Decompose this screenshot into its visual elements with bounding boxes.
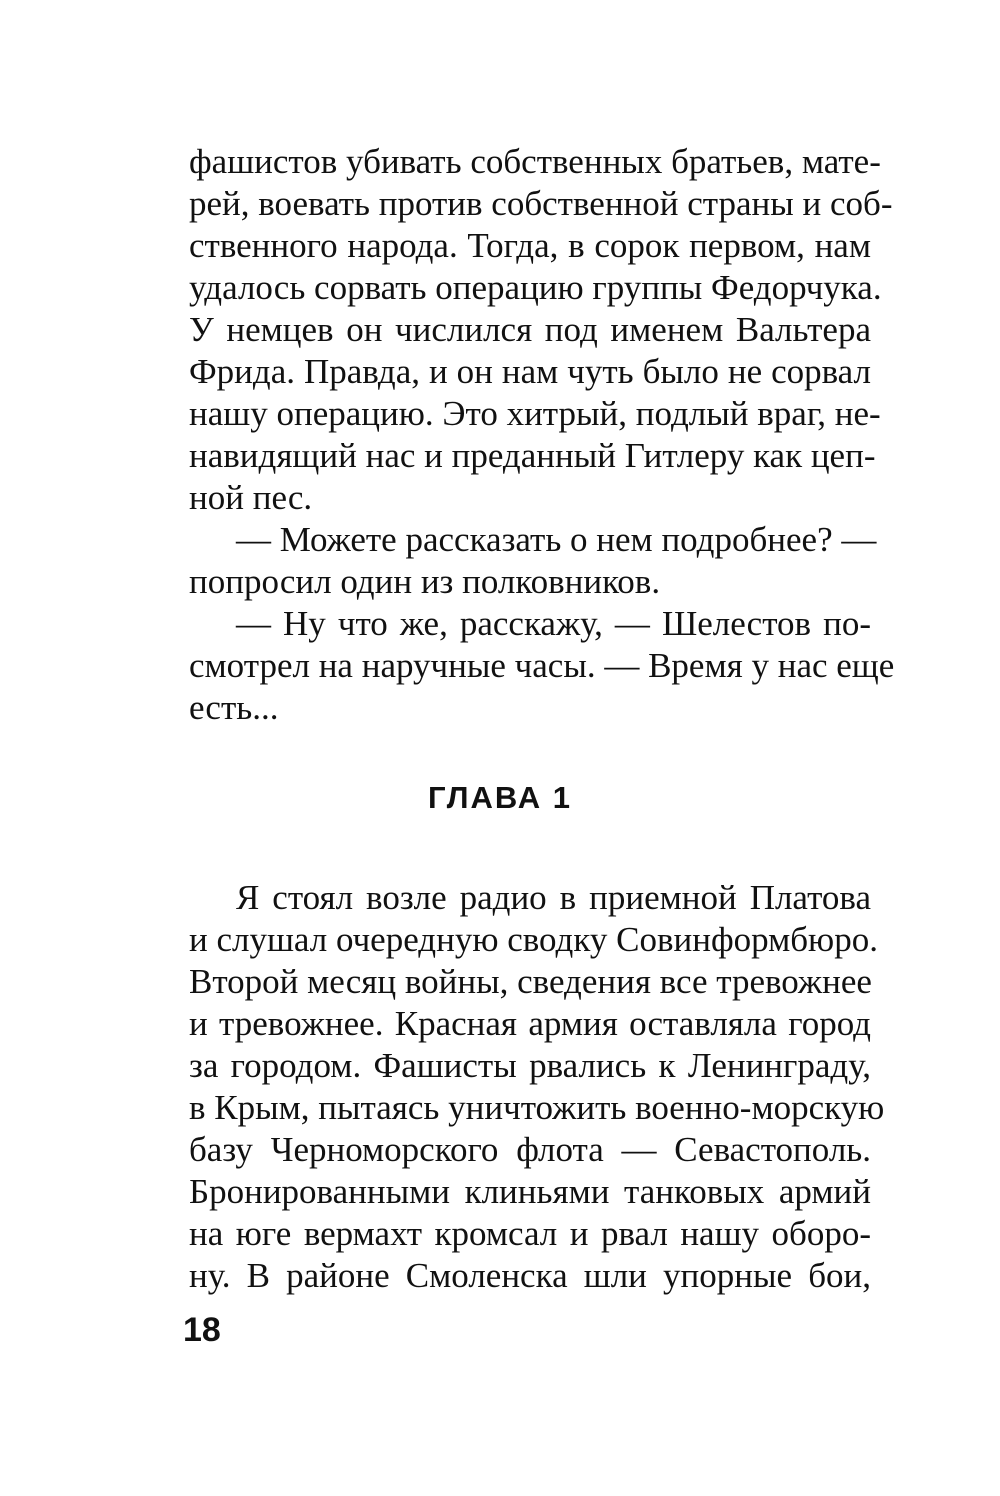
text-line: на юге вермахт кромсал и рвал нашу оборо- (189, 1214, 871, 1253)
text-line: смотрел на наручные часы. — Время у нас еще (189, 646, 895, 685)
text-line: ственного народа. Тогда, в сорок первом, нам (189, 226, 871, 265)
text-line: рей, воевать против собственной страны и соб- (189, 184, 893, 223)
text-line: Фрида. Правда, и он нам чуть было не сорвал (189, 352, 871, 391)
text-line: за городом. Фашисты рвались к Ленинграду, (189, 1046, 871, 1085)
page-number: 18 (183, 1311, 221, 1349)
text-line: навидящий нас и преданный Гитлеру как цеп- (189, 436, 876, 475)
text-line: есть... (189, 688, 279, 727)
text-line: — Ну что же, расскажу, — Шелестов по- (236, 604, 871, 643)
text-line: в Крым, пытаясь уничтожить военно-морскую (189, 1088, 885, 1127)
text-line: и слушал очередную сводку Совинформбюро. (189, 920, 878, 959)
text-line: попросил один из полковников. (189, 562, 661, 601)
text-line: нашу операцию. Это хитрый, подлый враг, не- (189, 394, 881, 433)
text-line: удалось сорвать операцию группы Федорчука. (189, 268, 882, 307)
chapter-title: ГЛАВА 1 (427, 780, 573, 815)
text-line: ну. В районе Смоленска шли упорные бои, (189, 1256, 871, 1295)
text-line: Я стоял возле радио в приемной Платова (236, 878, 871, 917)
text-line: ной пес. (189, 478, 313, 517)
text-line: Бронированными клиньями танковых армий (189, 1172, 871, 1211)
text-line: Второй месяц войны, сведения все тревожнее (189, 962, 872, 1001)
text-line: У немцев он числился под именем Вальтера (189, 310, 871, 349)
text-line: базу Черноморского флота — Севастополь. (189, 1130, 871, 1169)
text-line: фашистов убивать собственных братьев, мате- (189, 142, 881, 181)
text-line: — Можете рассказать о нем подробнее? — (236, 520, 877, 559)
text-line: и тревожнее. Красная армия оставляла город (189, 1004, 871, 1043)
